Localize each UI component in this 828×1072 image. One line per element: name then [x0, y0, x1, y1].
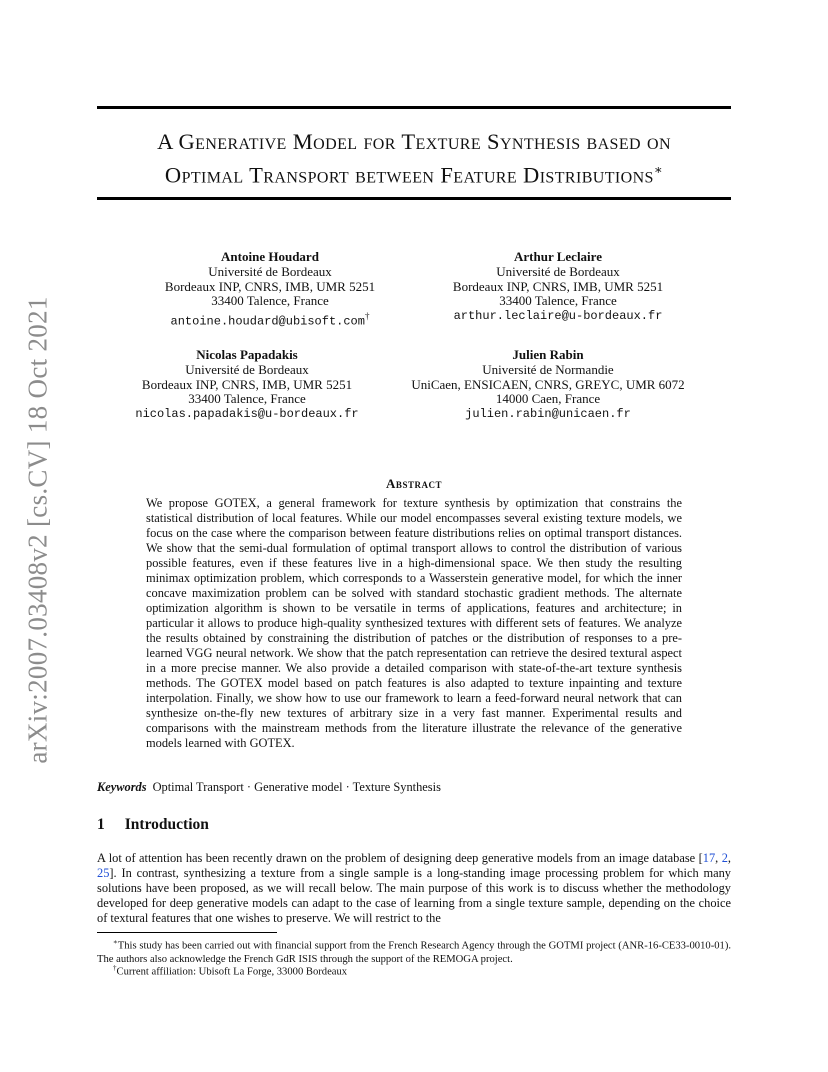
- title-bottom-rule: [97, 197, 731, 200]
- author-email[interactable]: nicolas.papadakis@u-bordeaux.fr: [135, 407, 359, 422]
- citation-separator: ,: [727, 851, 732, 865]
- title-line-1: A Generative Model for Texture Synthesis based on: [157, 129, 671, 154]
- intro-text-part-1: A lot of attention has been recently drawn on the problem of designing deep generative models from an image database [: [97, 851, 703, 865]
- intro-text-part-2: ]. In contrast, synthesizing a texture from a single sample is a long-standing image processing problem for which many solutions have been proposed, as we will recall below. The main purpose of this work is to discuss whether the methodology developed for deep generative models can adapt to the case of learning from a single texture sample, depending on the choice of textural features that one wishes to preserve. We will restrict to the: [97, 866, 731, 925]
- author-name: Julien Rabin: [512, 347, 584, 362]
- author-block-papadakis: [117, 348, 377, 422]
- author-name: Arthur Leclaire: [514, 249, 602, 264]
- section-heading-introduction: [97, 816, 209, 834]
- author-block-leclaire: [410, 250, 706, 324]
- author-name: Nicolas Papadakis: [196, 347, 298, 362]
- title-line-2: [97, 156, 731, 190]
- title-top-rule: [97, 106, 731, 109]
- footnote-affiliation: [97, 962, 731, 979]
- keywords-text: Optimal Transport · Generative model · Texture Synthesis: [152, 780, 441, 794]
- arxiv-identifier-stamp: [20, 290, 56, 770]
- author-affiliation: Université de Bordeaux: [208, 263, 332, 279]
- author-name: Antoine Houdard: [221, 249, 319, 264]
- section-title: Introduction: [124, 816, 209, 833]
- author-email[interactable]: antoine.houdard@ubisoft.com: [170, 314, 365, 329]
- author-block-houdard: [140, 250, 400, 329]
- footnote-mark: †: [113, 964, 117, 972]
- author-affiliation: Bordeaux INP, CNRS, IMB, UMR 5251: [141, 376, 353, 392]
- author-footnote-mark: †: [364, 311, 370, 322]
- author-address: 33400 Talence, France: [211, 293, 329, 309]
- author-affiliation: Bordeaux INP, CNRS, IMB, UMR 5251: [452, 278, 664, 294]
- citation-link[interactable]: 2: [721, 851, 728, 865]
- title-line-2-text: Optimal Transport between Feature Distributions: [164, 162, 654, 188]
- citation-separator: ,: [715, 851, 722, 865]
- author-affiliation: Université de Bordeaux: [496, 263, 620, 279]
- abstract-heading: Abstract: [386, 476, 442, 491]
- paper-title: [97, 128, 731, 190]
- citation-link[interactable]: 17: [702, 851, 716, 865]
- author-affiliation: Université de Bordeaux: [185, 361, 309, 377]
- section-number: 1: [97, 816, 105, 833]
- author-affiliation: UniCaen, ENSICAEN, CNRS, GREYC, UMR 6072: [411, 376, 685, 392]
- author-address: 33400 Talence, France: [499, 293, 617, 309]
- author-affiliation: Université de Normandie: [482, 361, 614, 377]
- footnote-text: This study has been carried out with financial support from the French Research Agency through the GOTMI project (ANR-16-CE33-0010-01). The authors also acknowledge the French GdR ISIS through the support of the REMOGA project.: [97, 940, 731, 965]
- abstract-text: We propose GOTEX, a general framework for texture synthesis by optimization that constrains the statistical distribution of local features. While our model encompasses several existing texture models, we focus on the case where the comparison between feature distributions relies on optimal transport distances. We show that the semi-dual formulation of optimal transport allows to control the distribution of various possible features, even if these features live in a high-dimensional space. We then study the resulting minimax optimization problem, which corresponds to a Wasserstein generative model, for which the inner concave maximization problem can be solved with standard stochastic gradient methods. The alternate optimization algorithm is shown to be versatile in terms of applications, features and architecture; in particular it allows to produce high-quality synthesized textures with different sets of features. We analyze the results obtained by constraining the distribution of patches or the distribution of responses to a pre-learned VGG neural network. We show that the patch representation can retrieve the desired textural aspect in a more precise manner. We also provide a detailed comparison with state-of-the-art texture synthesis methods. The GOTEX model based on patch features is also adapted to texture inpainting and texture interpolation. Finally, we show how to use our framework to learn a feed-forward neural network that can synthesize on-the-fly new textures of arbitrary size in a very fast manner. Experimental results and comparisons with the mainstream methods from the literature illustrate the relevance of the generative models learned with GOTEX.: [146, 496, 682, 750]
- citation-link[interactable]: 25: [97, 866, 110, 880]
- introduction-paragraph: [97, 851, 731, 926]
- footnote-mark: ∗: [113, 938, 118, 946]
- footnote-separator: [97, 932, 277, 933]
- keywords-label: Keywords: [97, 780, 147, 794]
- author-address: 33400 Talence, France: [188, 391, 306, 407]
- author-email[interactable]: julien.rabin@unicaen.fr: [465, 407, 631, 422]
- author-address: 14000 Caen, France: [495, 391, 601, 407]
- footnote-text: Current affiliation: Ubisoft La Forge, 33000 Bordeaux: [116, 966, 348, 978]
- author-block-rabin: [397, 348, 699, 422]
- title-footnote-mark: ∗: [653, 162, 664, 177]
- arxiv-identifier-text: arXiv:2007.03408v2 [cs.CV] 18 Oct 2021: [22, 296, 53, 764]
- keywords-line: [97, 780, 731, 795]
- author-affiliation: Bordeaux INP, CNRS, IMB, UMR 5251: [164, 278, 376, 294]
- author-email[interactable]: arthur.leclaire@u-bordeaux.fr: [453, 309, 663, 324]
